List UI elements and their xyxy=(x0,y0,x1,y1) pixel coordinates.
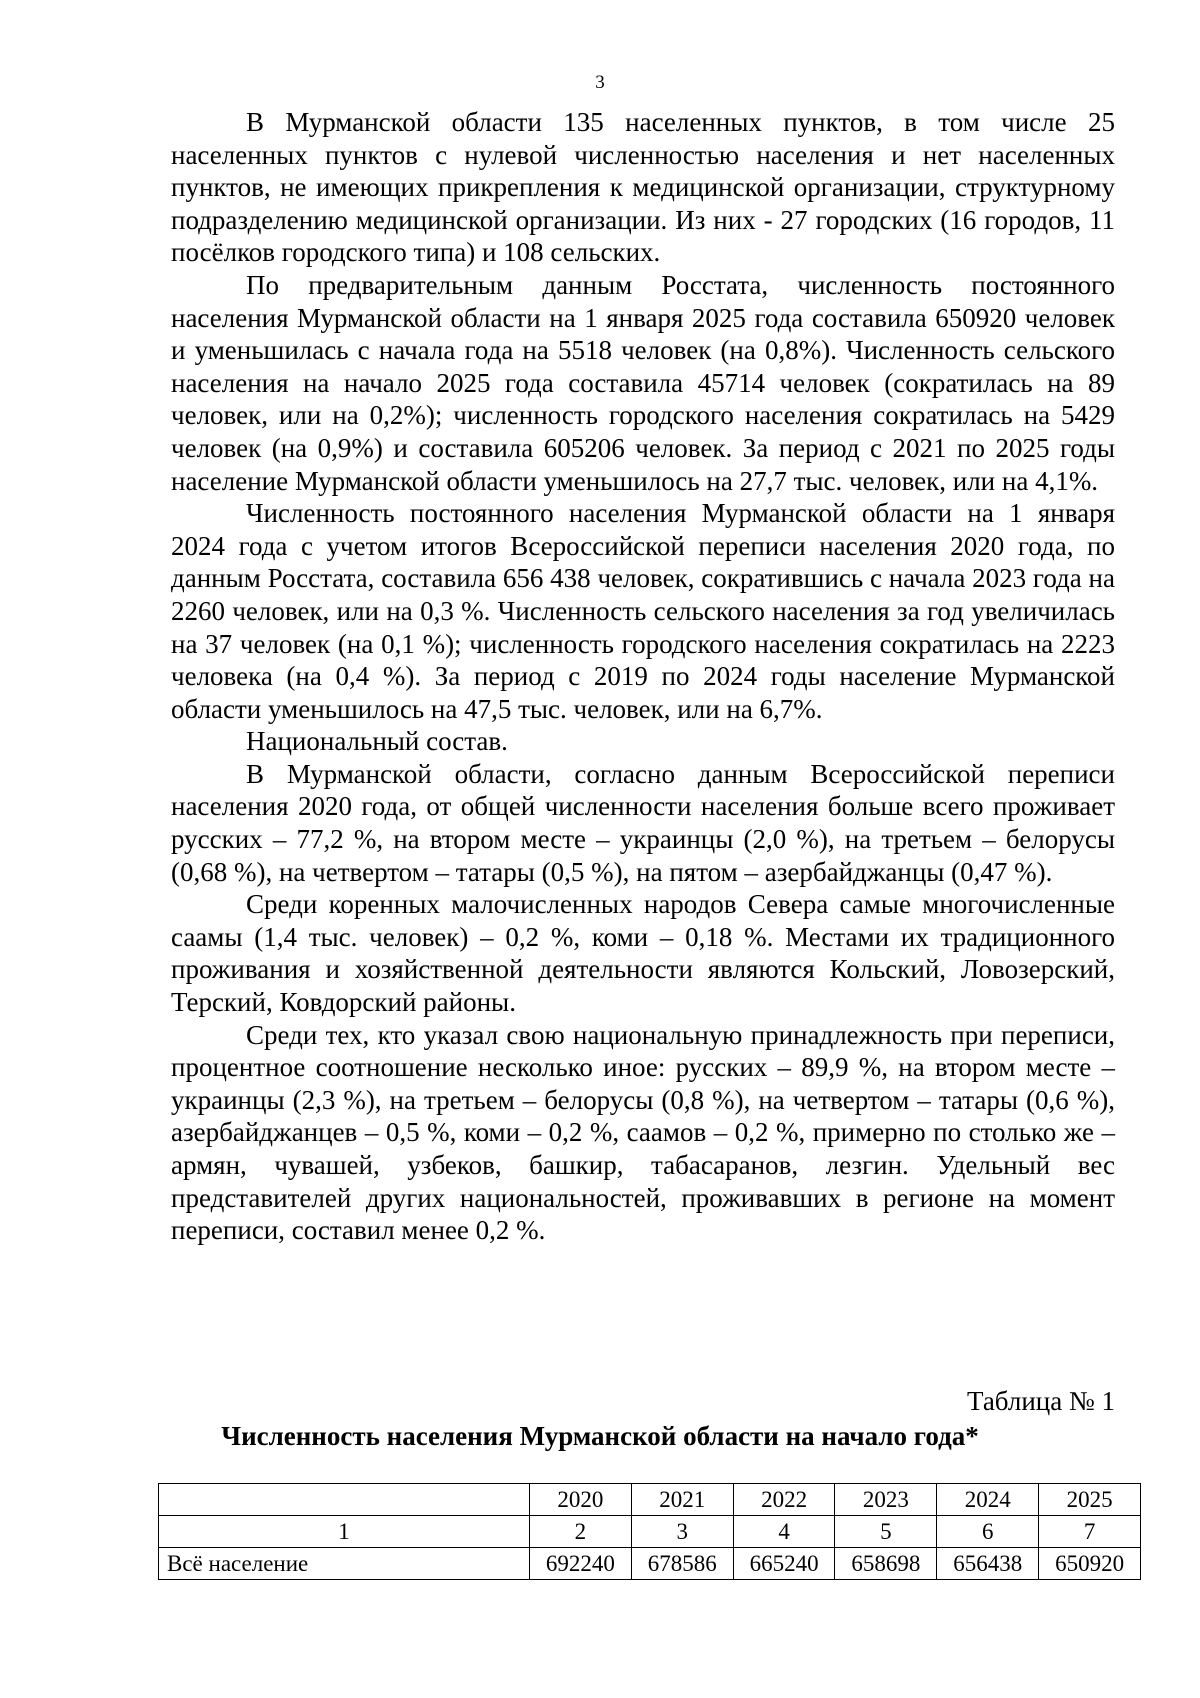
column-number-cell: 7 xyxy=(1039,1516,1141,1548)
paragraph-population-2024: Численность постоянного населения Мурманской области на 1 января 2024 года с учетом итогов Всероссийской переписи населения 2020 года, по данным Росстата, составила 656 438 человек, сократившись с начала 2023 года на 2260 человек, или на 0,3 %. Численность сельского населения за год увеличилась на 37 человек (на 0,1 %); численность городского населения сократилась на 2223 человека (на 0,4 %). За период с 2019 по 2024 годы население Мурманской области уменьшилось на 47,5 тыс. человек, или на 6,7%. xyxy=(171,498,1115,724)
paragraph-national-heading: Национальный состав. xyxy=(246,726,508,757)
paragraph-population-2025: По предварительным данным Росстата, численность постоянного населения Мурманской области на 1 января 2025 года составила 650920 человек и уменьшилась с начала года на 5518 человек (на 0,8%). Численность сельского населения на начало 2025 года составила 45714 человек (сократилась на 89 человек, или на 0,2%); численность городского населения сократилась на 5429 человек (на 0,9%) и составила 605206 человек. За период с 2021 по 2025 годы население Мурманской области уменьшилось на 27,7 тыс. человек, или на 4,1%. xyxy=(171,269,1115,496)
table-title: Численность населения Мурманской области на начало года* xyxy=(221,1421,979,1451)
table-header-row xyxy=(159,1484,1141,1516)
table-cell: 656438 xyxy=(937,1548,1039,1580)
table-cell: 678586 xyxy=(631,1548,733,1580)
paragraph-settlements: В Мурманской области 135 населенных пунктов, в том числе 25 населенных пунктов с нулевой численностью населения и нет населенных пунктов, не имеющих прикрепления к медицинской организации, структурному подразделению медицинской организации. Из них - 27 городских (16 городов, 11 посёлков городского типа) и 108 сельских. xyxy=(171,107,1115,268)
header-cell: 2020 xyxy=(530,1484,632,1516)
table-cell: 692240 xyxy=(530,1548,632,1580)
header-cell: 2025 xyxy=(1039,1484,1141,1516)
table-cell: 658698 xyxy=(835,1548,937,1580)
header-cell xyxy=(159,1484,530,1516)
paragraph-indigenous: Среди коренных малочисленных народов Севера самые многочисленные саамы (1,4 тыс. человек) – 0,2 %, коми – 0,18 %. Местами их традиционного проживания и хозяйственной деятельности являются Кольский, Ловозерский, Терский, Ковдорский районы. xyxy=(171,889,1115,1018)
header-cell: 2023 xyxy=(835,1484,937,1516)
column-number-cell: 6 xyxy=(937,1516,1039,1548)
header-cell: 2022 xyxy=(733,1484,835,1516)
column-number-cell: 5 xyxy=(835,1516,937,1548)
table-caption: Таблица № 1 xyxy=(967,1386,1115,1416)
header-cell: 2024 xyxy=(937,1484,1039,1516)
table-cell: 650920 xyxy=(1039,1548,1141,1580)
population-table xyxy=(158,1483,1141,1580)
page-number: 3 xyxy=(595,72,605,93)
table-column-number-row xyxy=(159,1516,1141,1548)
column-number-cell: 4 xyxy=(733,1516,835,1548)
paragraph-national-census: В Мурманской области, согласно данным Всероссийской переписи населения 2020 года, от общей численности населения больше всего проживает русских – 77,2 %, на втором месте – украинцы (2,0 %), на третьем – белорусы (0,68 %), на четвертом – татары (0,5 %), на пятом – азербайджанцы (0,47 %). xyxy=(171,758,1115,887)
column-number-cell: 3 xyxy=(631,1516,733,1548)
header-cell: 2021 xyxy=(631,1484,733,1516)
paragraph-declared-nationality: Среди тех, кто указал свою национальную принадлежность при переписи, процентное соотношение несколько иное: русских – 89,9 %, на втором месте – украинцы (2,3 %), на третьем – белорусы (0,8 %), на четвертом – татары (0,6 %), азербайджанцев – 0,5 %, коми – 0,2 %, саамов – 0,2 %, примерно по столько же – армян, чувашей, узбеков, башкир, табасаранов, лезгин. Удельный вес представителей других национальностей, проживавших в регионе на момент переписи, составил менее 0,2 %. xyxy=(171,1019,1115,1246)
column-number-cell: 1 xyxy=(159,1516,530,1548)
row-label: Всё население xyxy=(159,1548,530,1580)
column-number-cell: 2 xyxy=(530,1516,632,1548)
table-cell: 665240 xyxy=(733,1548,835,1580)
table-row xyxy=(159,1548,1141,1580)
body-text xyxy=(171,106,1115,1247)
